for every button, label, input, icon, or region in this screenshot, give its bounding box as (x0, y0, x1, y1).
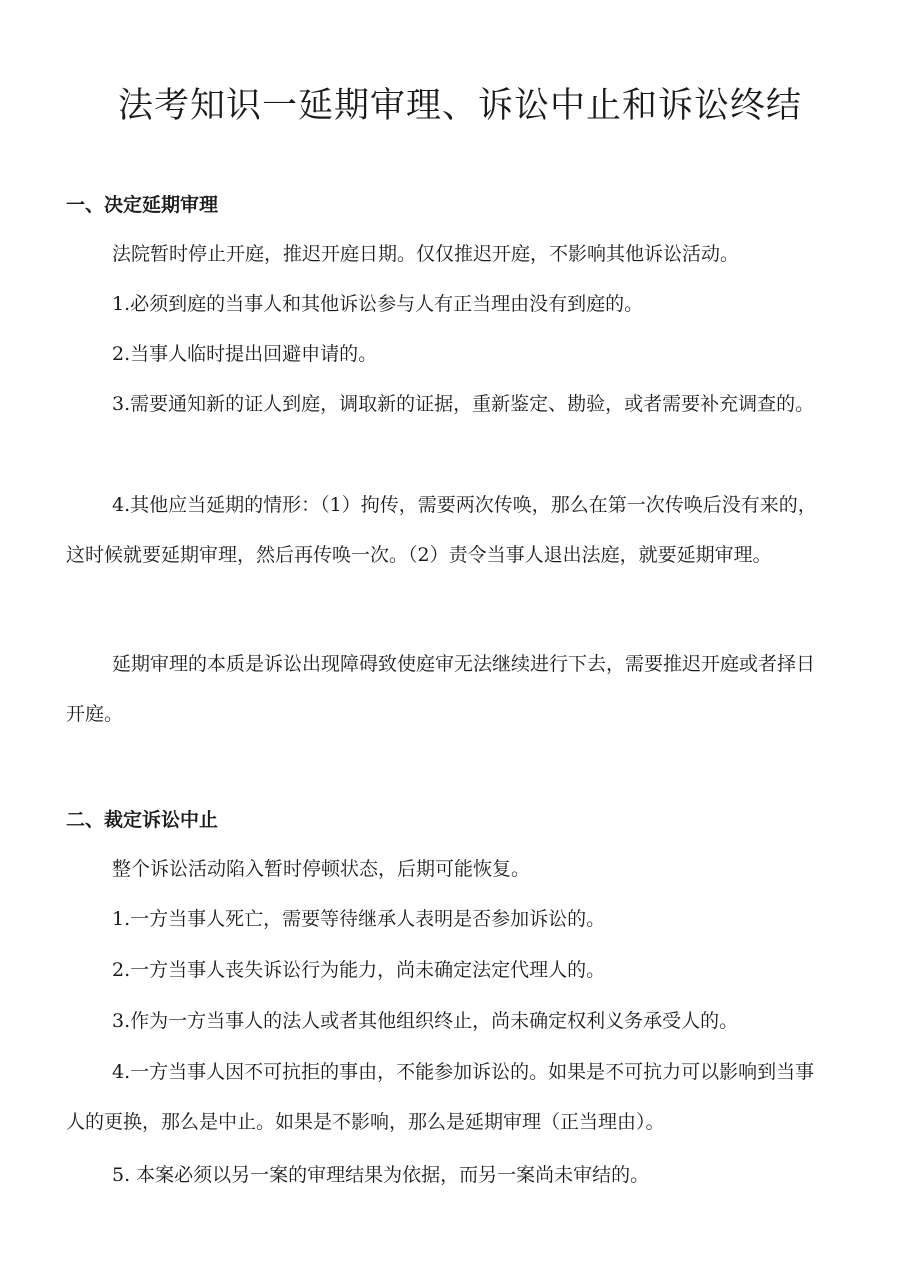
section2-item-1: 1.一方当事人死亡，需要等待继承人表明是否参加诉讼的。 (112, 908, 606, 930)
section1-summary: 延期审理的本质是诉讼出现障碍致使庭审无法继续进行下去，需要推迟开庭或者择日开庭。 (66, 653, 816, 725)
section-heading-2: 二、裁定诉讼中止 (66, 809, 219, 831)
section1-item-1: 1.必须到庭的当事人和其他诉讼参与人有正当理由没有到庭的。 (112, 293, 644, 315)
section1-item-4: 4.其他应当延期的情形：（1）拘传，需要两次传唤，那么在第一次传唤后没有来的，这时候就要延期审理，然后再传唤一次。（2）责令当事人退出法庭，就要延期审理。 (66, 494, 817, 566)
section2-item-2: 2.一方当事人丧失诉讼行为能力，尚未确定法定代理人的。 (112, 959, 606, 981)
section-heading-1: 一、决定延期审理 (66, 194, 219, 216)
section2-intro: 整个诉讼活动陷入暂时停顿状态，后期可能恢复。 (112, 858, 531, 880)
section2-item-5: 5. 本案必须以另一案的审理结果为依据，而另一案尚未审结的。 (112, 1164, 650, 1186)
section2-item-3: 3.作为一方当事人的法人或者其他组织终止，尚未确定权利义务承受人的。 (112, 1010, 739, 1032)
section1-intro: 法院暂时停止开庭，推迟开庭日期。仅仅推迟开庭，不影响其他诉讼活动。 (112, 243, 740, 265)
section1-item-3: 3.需要通知新的证人到庭，调取新的证据，重新鉴定、勘验，或者需要补充调查的。 (112, 393, 815, 415)
section1-item-2: 2.当事人临时提出回避申请的。 (112, 343, 378, 365)
section2-item-4: 4.一方当事人因不可抗拒的事由，不能参加诉讼的。如果是不可抗力可以影响到当事人的更换，那么是中止。如果是不影响，那么是延期审理（正当理由）。 (66, 1061, 815, 1133)
document-title: 法考知识一延期审理、诉讼中止和诉讼终结 (117, 86, 802, 126)
